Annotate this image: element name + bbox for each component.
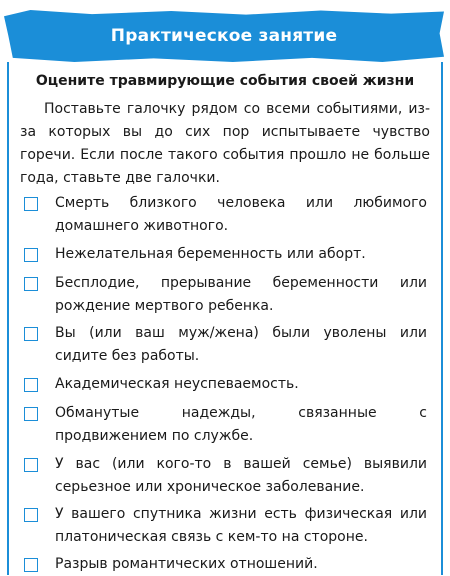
box-border-left — [7, 62, 9, 575]
checklist-item-label: Академическая неуспеваемость. — [55, 376, 299, 392]
checklist-item-label: У вашего спутника жизни есть физическая или платоническая связь с кем-то на стороне. — [55, 506, 427, 545]
checklist-item-label: Разрыв романтических отношений. — [55, 556, 318, 572]
checkbox[interactable] — [24, 407, 38, 421]
checkbox[interactable] — [24, 277, 38, 291]
checklist-item-label: Вы (или ваш муж/жена) были уволены или сидите без работы. — [55, 325, 427, 364]
checkbox[interactable] — [24, 248, 38, 262]
checkbox[interactable] — [24, 378, 38, 392]
header-title: Практическое занятие — [110, 26, 338, 46]
checklist-item-label: Бесплодие, прерывание беременности или рождение мертвого ребенка. — [55, 275, 427, 314]
checkbox[interactable] — [24, 558, 38, 572]
section-subtitle: Оцените травмирующие события своей жизни — [35, 73, 415, 89]
checklist-item-label: Нежелательная беременность или аборт. — [55, 246, 366, 262]
checkbox[interactable] — [24, 458, 38, 472]
checkbox[interactable] — [24, 327, 38, 341]
checklist-item-label: Обманутые надежды, связанные с продвижением по службе. — [55, 405, 427, 444]
instructions-paragraph: Поставьте галочку рядом со всеми событиями, из-за которых вы до сих пор испытываете чувство горечи. Если после такого события прошло не больше года, ставьте две галочки. — [20, 101, 430, 186]
checklist-item-label: Смерть близкого человека или любимого домашнего животного. — [55, 195, 427, 234]
checklist-item-label: У вас (или кого-то в вашей семье) выявили серьезное или хроническое заболевание. — [55, 456, 427, 495]
box-border-right — [441, 62, 443, 575]
checkbox[interactable] — [24, 197, 38, 211]
checkbox[interactable] — [24, 508, 38, 522]
